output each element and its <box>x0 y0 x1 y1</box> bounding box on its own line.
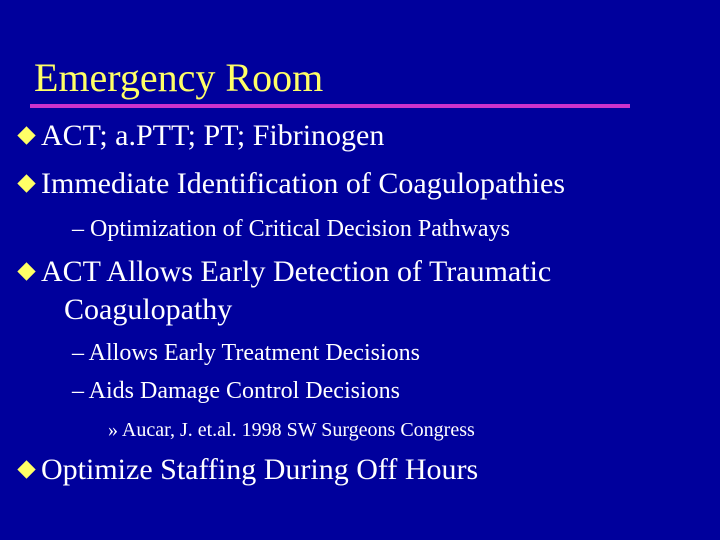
reference-text: » Aucar, J. et.al. 1998 SW Surgeons Congress <box>108 419 475 441</box>
sub-bullet-item <box>72 338 420 368</box>
bullet-item <box>20 166 565 202</box>
bullet-text: Optimize Staffing During Off Hours <box>41 453 479 486</box>
sub-bullet-item <box>72 214 510 244</box>
bullet-item <box>20 254 551 290</box>
bullet-item <box>20 118 384 154</box>
diamond-bullet-icon <box>17 126 35 144</box>
title-underline <box>30 104 630 108</box>
sub-bullet-item <box>72 376 400 406</box>
sub-bullet-text: – Optimization of Critical Decision Pathways <box>72 216 510 242</box>
reference-item <box>108 418 475 442</box>
bullet-continuation <box>64 292 232 328</box>
slide-title: Emergency Room <box>34 55 324 100</box>
sub-bullet-text: – Aids Damage Control Decisions <box>72 378 400 404</box>
bullet-text: Immediate Identification of Coagulopathies <box>41 167 566 200</box>
bullet-text: ACT Allows Early Detection of Traumatic <box>41 255 552 288</box>
bullet-item <box>20 452 478 488</box>
bullet-continuation-text: Coagulopathy <box>64 293 233 326</box>
diamond-bullet-icon <box>17 174 35 192</box>
diamond-bullet-icon <box>17 460 35 478</box>
bullet-text: ACT; a.PTT; PT; Fibrinogen <box>41 119 385 152</box>
diamond-bullet-icon <box>17 262 35 280</box>
sub-bullet-text: – Allows Early Treatment Decisions <box>72 340 420 366</box>
